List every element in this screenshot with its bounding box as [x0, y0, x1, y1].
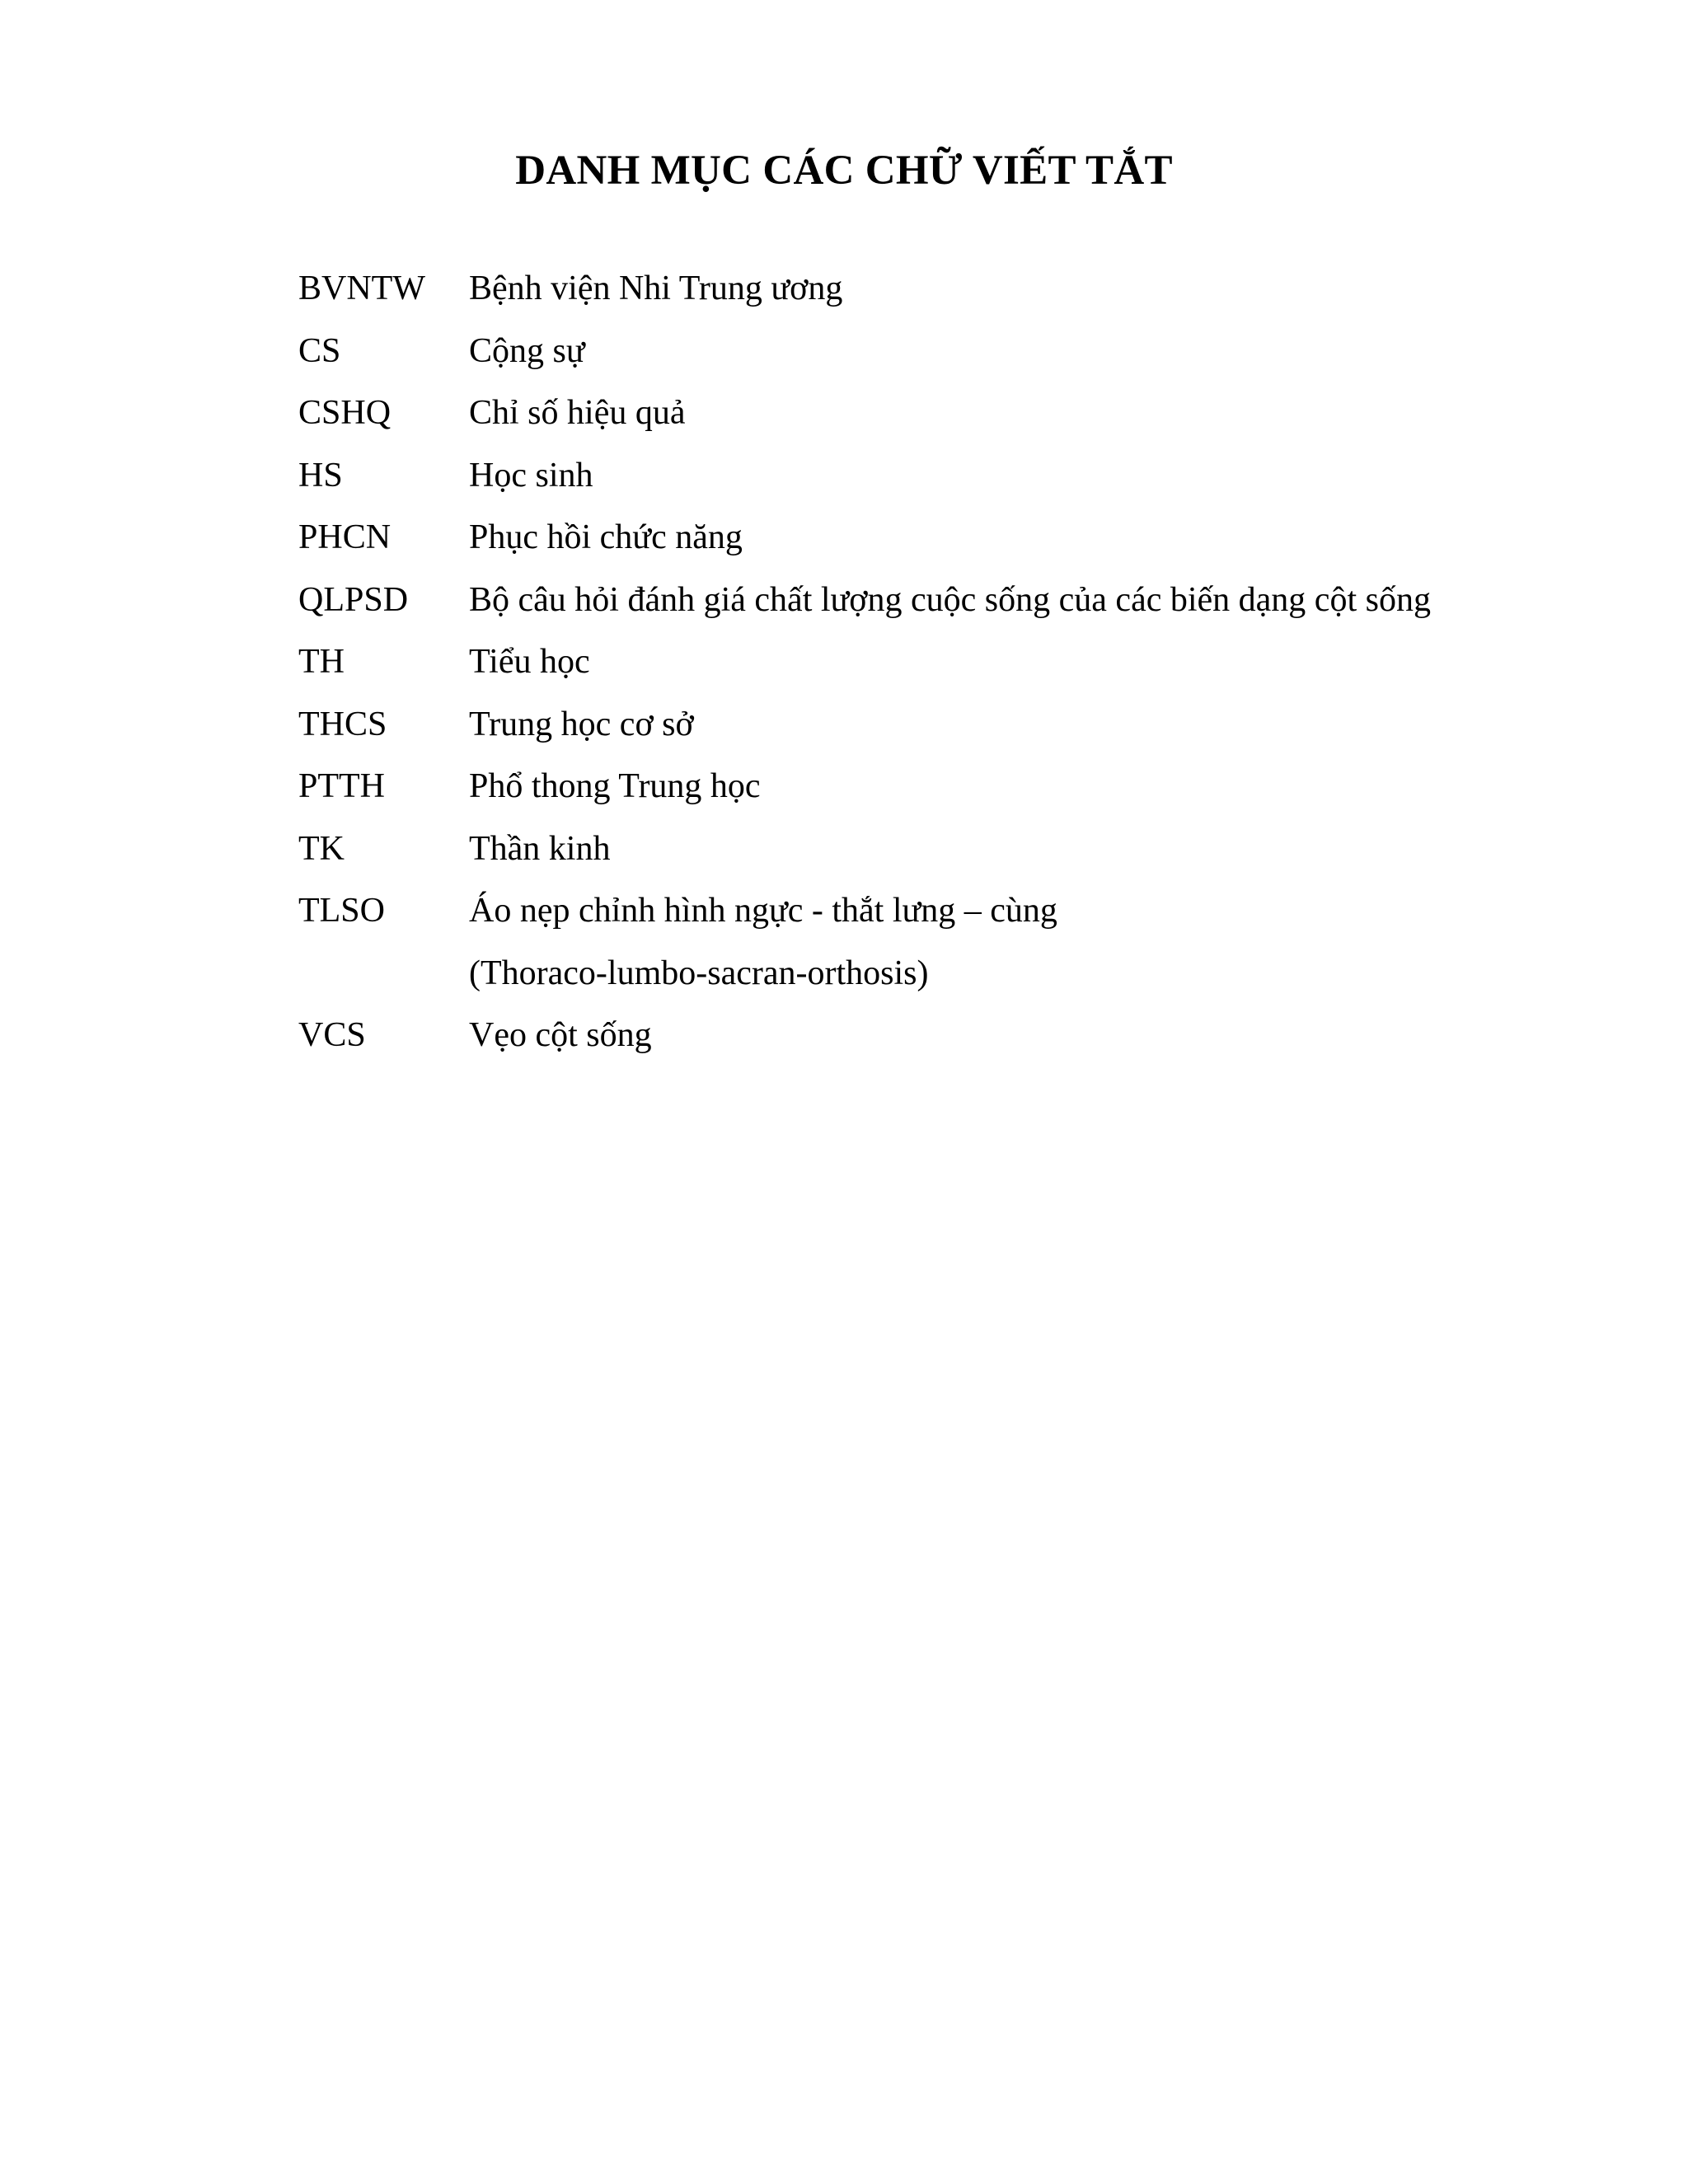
abbreviation-term: TH	[298, 643, 345, 681]
page-title: DANH MỤC CÁC CHỮ VIẾT TẮT	[515, 148, 1173, 194]
abbreviation-definition: Chỉ số hiệu quả	[469, 394, 686, 432]
abbreviation-definition: Phổ thong Trung học	[469, 767, 761, 805]
abbreviation-definition: Trung học cơ sở	[469, 705, 694, 743]
abbreviation-term: HS	[298, 456, 343, 494]
abbreviation-row	[298, 1005, 1584, 1067]
abbreviation-term: QLPSD	[298, 580, 409, 619]
abbreviation-definition: (Thoraco-lumbo-sacran-orthosis)	[469, 954, 929, 992]
abbreviation-row	[298, 694, 1584, 757]
abbreviation-term: BVNTW	[298, 269, 425, 307]
abbreviation-row	[298, 818, 1584, 881]
abbreviation-row	[298, 382, 1584, 445]
abbreviation-definition: Thần kinh	[469, 829, 611, 868]
abbreviation-definition: Vẹo cột sống	[469, 1016, 652, 1054]
abbreviation-row	[298, 321, 1584, 383]
abbreviation-term: PTTH	[298, 767, 385, 805]
abbreviation-term: THCS	[298, 705, 387, 743]
abbreviation-row	[298, 880, 1584, 943]
abbreviation-row-continuation	[298, 943, 1584, 1005]
abbreviation-row	[298, 258, 1584, 321]
abbreviation-term: TK	[298, 829, 345, 868]
abbreviation-definition: Tiểu học	[469, 643, 590, 681]
abbreviation-term: CSHQ	[298, 394, 392, 432]
abbreviation-definition: Học sinh	[469, 456, 593, 494]
abbreviation-row	[298, 756, 1584, 818]
abbreviation-definition: Bộ câu hỏi đánh giá chất lượng cuộc sống của các biến dạng cột sống	[469, 580, 1431, 619]
abbreviation-term: CS	[298, 331, 341, 370]
abbreviation-row	[298, 631, 1584, 694]
abbreviation-definition: Phục hồi chức năng	[469, 518, 743, 556]
abbreviation-definition: Cộng sự	[469, 331, 585, 370]
abbreviation-definition: Áo nẹp chỉnh hình ngực - thắt lưng – cùng	[469, 892, 1057, 930]
abbreviation-row	[298, 569, 1584, 632]
abbreviation-list	[298, 258, 1584, 1067]
abbreviation-term: PHCN	[298, 518, 392, 556]
abbreviation-row	[298, 507, 1584, 569]
abbreviation-term: TLSO	[298, 892, 385, 930]
abbreviation-row	[298, 445, 1584, 508]
abbreviation-definition: Bệnh viện Nhi Trung ương	[469, 269, 843, 307]
abbreviation-term: VCS	[298, 1016, 366, 1054]
